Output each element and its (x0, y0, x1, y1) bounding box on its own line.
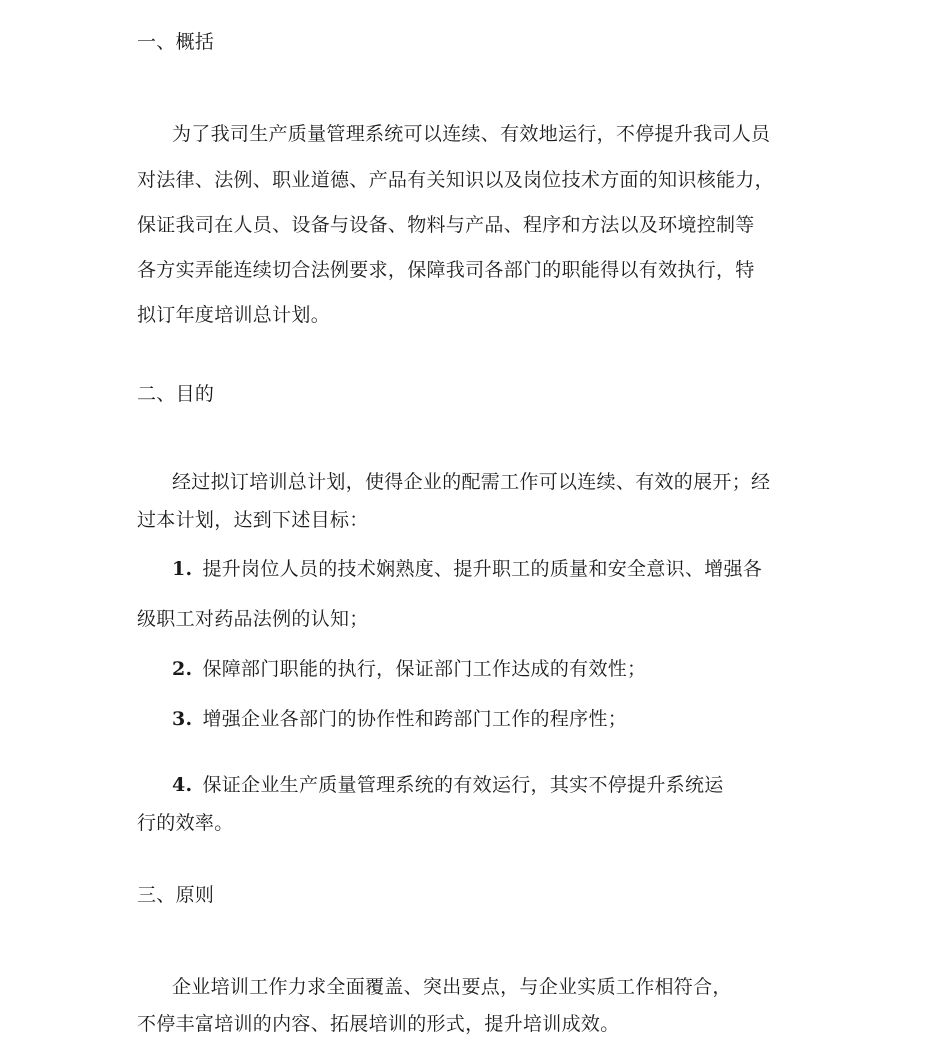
list-item-1-continuation: 级职工对药品法例的认知； (137, 608, 369, 630)
list-number: 3. (172, 708, 193, 730)
list-item-text: 提升岗位人员的技术娴熟度、提升职工的质量和安全意识、增强各 (202, 558, 763, 580)
paragraph-line: 对法律、法例、职业道德、产品有关知识以及岗位技术方面的知识核能力， (137, 169, 774, 191)
paragraph-line: 经过拟订培训总计划，使得企业的配需工作可以连续、有效的展开；经 (172, 471, 771, 493)
paragraph-line: 不停丰富培训的内容、拓展培训的形式，提升培训成效。 (137, 1013, 620, 1035)
paragraph-line: 企业培训工作力求全面覆盖、突出要点，与企业实质工作相符合， (172, 976, 732, 998)
section-heading-overview: 一、概括 (137, 31, 215, 53)
list-item-1 (172, 557, 762, 581)
list-number: 2. (172, 658, 193, 680)
paragraph-line: 各方实弄能连续切合法例要求，保障我司各部门的职能得以有效执行，特 (137, 259, 755, 281)
paragraph-line: 保证我司在人员、设备与设备、物料与产品、程序和方法以及环境控制等 (137, 214, 755, 236)
list-item-4 (172, 773, 724, 797)
paragraph-line: 为了我司生产质量管理系统可以连续、有效地运行，不停提升我司人员 (172, 123, 771, 145)
paragraph-line: 过本计划，达到下述目标： (137, 509, 369, 531)
list-item-3 (172, 707, 627, 731)
paragraph-line: 拟订年度培训总计划。 (137, 304, 331, 326)
list-number: 1. (172, 558, 193, 580)
section-heading-purpose: 二、目的 (137, 383, 215, 405)
list-item-4-continuation: 行的效率。 (137, 812, 234, 834)
list-item-text: 增强企业各部门的协作性和跨部门工作的程序性； (202, 708, 628, 730)
list-item-text: 保证企业生产质量管理系统的有效运行，其实不停提升系统运 (202, 774, 724, 796)
list-item-text: 保障部门职能的执行，保证部门工作达成的有效性； (202, 658, 647, 680)
section-heading-principles: 三、原则 (137, 884, 215, 906)
list-item-2 (172, 657, 646, 681)
list-number: 4. (172, 774, 193, 796)
